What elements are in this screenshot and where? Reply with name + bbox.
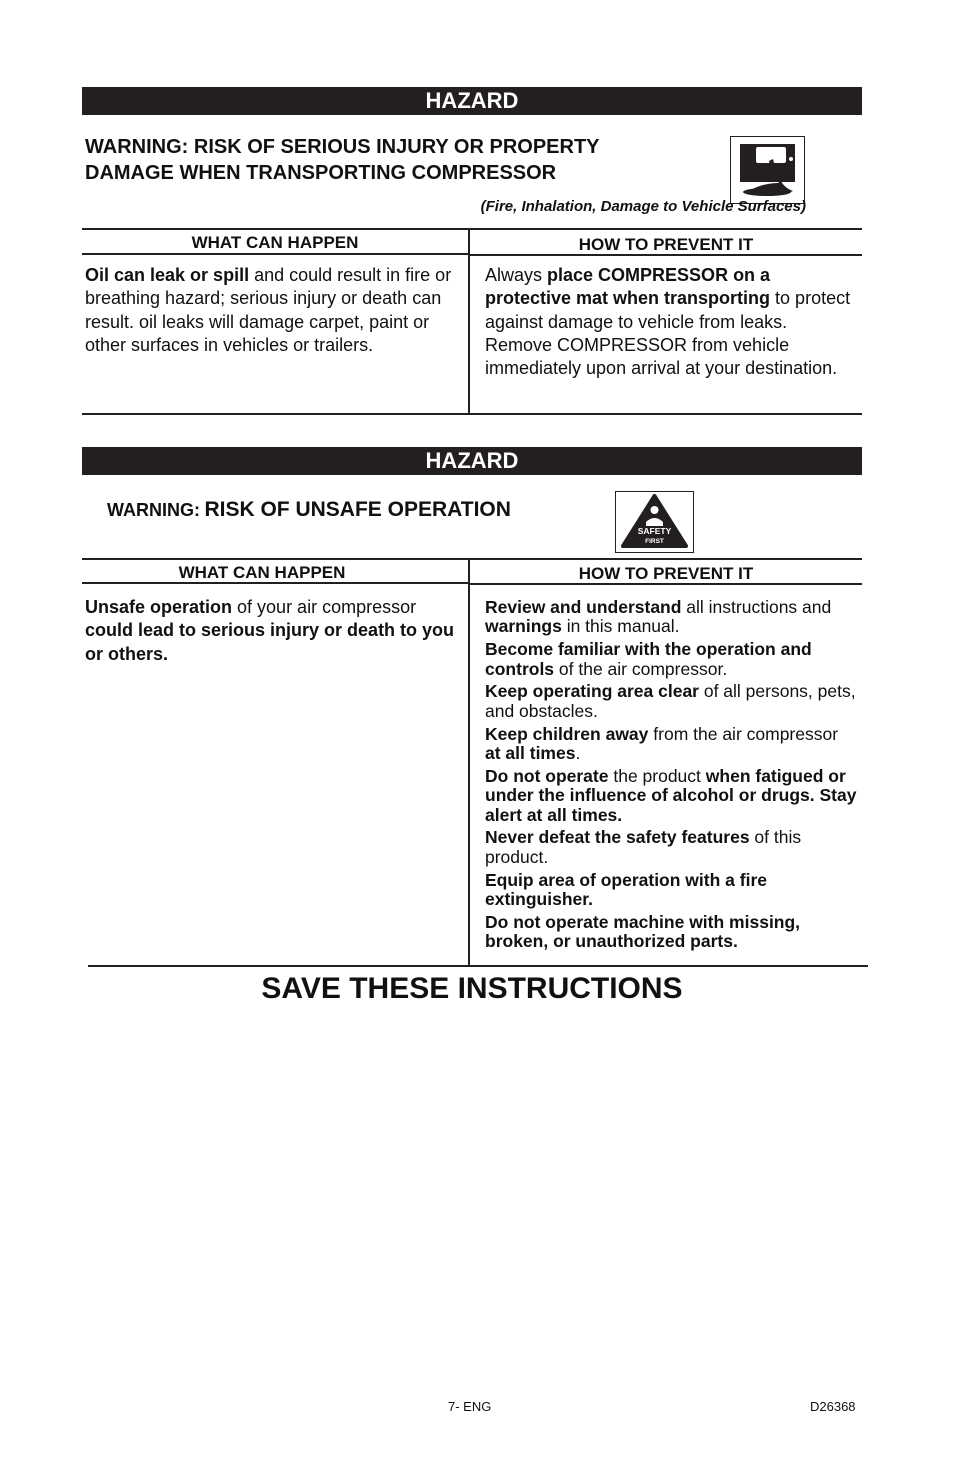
page-number: 7- ENG — [448, 1399, 492, 1414]
prevent-item: Equip area of operation with a fire extinguisher. — [485, 869, 767, 910]
prevent-item: Keep children away from the air compressor at all times. — [485, 723, 839, 764]
what-can-happen-text-2: Unsafe operation of your air compressor could lead to serious injury or death to you or others. — [85, 597, 455, 664]
safety-icon-text-2: FIRST — [645, 538, 664, 545]
column-header-what-can-happen-2: WHAT CAN HAPPEN — [178, 563, 346, 582]
column-header-how-to-prevent-2: HOW TO PREVENT IT — [578, 564, 754, 583]
column-divider-2 — [468, 558, 470, 966]
how-to-prevent-text: Always place COMPRESSOR on a protective mat when transporting to protect against damage to vehicle from leaks. Remove COMPRESSOR from vehicle immediately upon arrival at your destination. — [485, 265, 851, 379]
warning-title-line-2: DAMAGE WHEN TRANSPORTING COMPRESSOR — [85, 162, 557, 184]
safety-first-icon — [615, 491, 694, 553]
safety-icon-text-1: SAFETY — [637, 526, 672, 536]
prevent-item: Keep operating area clear of all persons, pets, and obstacles. — [485, 681, 856, 721]
column-header-what-can-happen: WHAT CAN HAPPEN — [191, 233, 359, 252]
oil-spill-icon — [730, 136, 805, 204]
warning-title-2: WARNING: RISK OF UNSAFE OPERATION — [107, 498, 511, 521]
prevent-item: Do not operate machine with missing, broken, or unauthorized parts. — [485, 911, 801, 952]
table-top-rule — [82, 228, 862, 230]
column-header-how-to-prevent: HOW TO PREVENT IT — [578, 235, 754, 254]
table-bottom-rule — [82, 413, 862, 415]
document-id: D26368 — [810, 1399, 856, 1414]
how-to-prevent-list — [485, 598, 857, 955]
table-top-rule-2 — [82, 558, 862, 560]
prevent-item: Become familiar with the operation and controls of the air compressor. — [485, 639, 812, 679]
hazard-banner: HAZARD — [82, 87, 862, 115]
what-can-happen-text: Oil can leak or spill and could result in fire or breathing hazard; serious injury or death can result. oil leaks will damage carpet, paint or other surfaces in vehicles or trailers. — [85, 265, 452, 355]
save-instructions-heading: SAVE THESE INSTRUCTIONS — [261, 972, 683, 1005]
warning-title-line-1: WARNING: RISK OF SERIOUS INJURY OR PROPERTY — [85, 136, 600, 158]
column-divider — [468, 228, 470, 414]
hazard-causes-subtitle: (Fire, Inhalation, Damage to Vehicle Surfaces) — [480, 198, 806, 215]
header-rule-left — [82, 253, 468, 255]
warning-title — [85, 134, 600, 186]
prevent-item: Never defeat the safety features of this product. — [485, 827, 802, 867]
prevent-item: Do not operate the product when fatigued or under the influence of alcohol or drugs. Stay alert at all times. — [485, 765, 857, 825]
table-bottom-rule-2 — [88, 965, 868, 967]
prevent-item: Review and understand all instructions and warnings in this manual. — [485, 597, 832, 637]
hazard-banner-2: HAZARD — [82, 447, 862, 475]
